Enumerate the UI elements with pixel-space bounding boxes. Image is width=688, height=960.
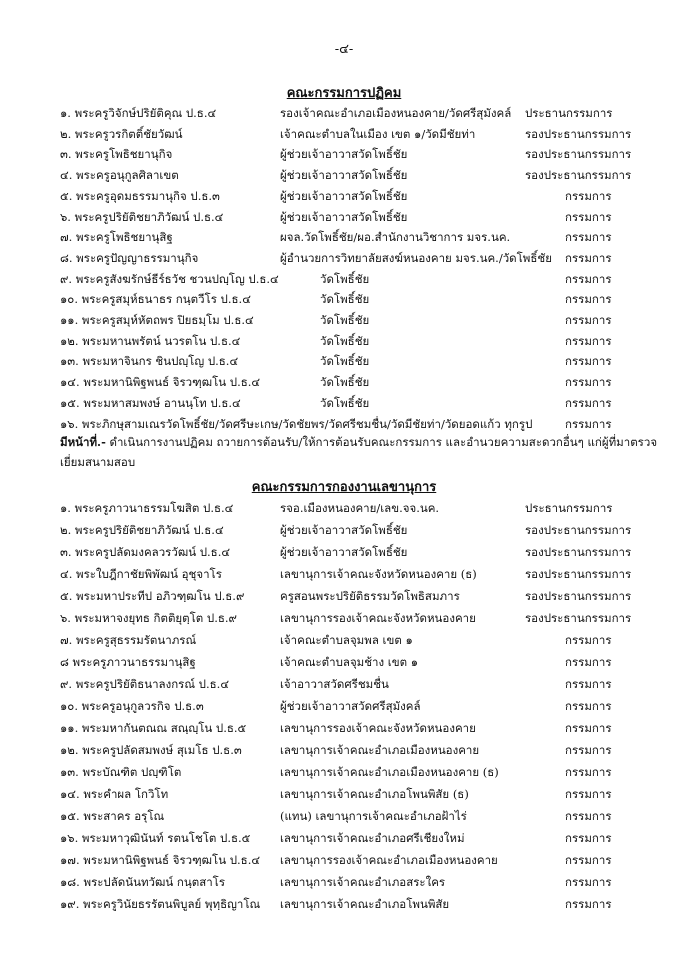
member-name: ๔. พระใบฎีกาชัยพิพัฒน์ อุชุจาโร (60, 567, 222, 581)
member-role: กรรมการ (565, 721, 612, 735)
committee-row (0, 248, 688, 268)
section-heading-secretariat: คณะกรรมการกองงานเลขานุการ (251, 480, 437, 495)
member-role: กรรมการ (565, 188, 612, 203)
committee-row (0, 269, 688, 289)
committee-row (0, 165, 688, 185)
member-position: รจอ.เมืองหนองคาย/เลข.จจ.นค. (280, 501, 440, 515)
committee-row (0, 351, 688, 371)
member-role: กรรมการ (565, 313, 612, 327)
member-role: กรรมการ (565, 250, 612, 265)
member-position: เลขานุการเจ้าคณะอำเภอศรีเชียงใหม่ (280, 831, 465, 845)
committee-row (0, 103, 688, 123)
member-position: วัดโพธิ์ชัย (320, 292, 370, 307)
member-name: ๑๓. พระมหาจินกร ชินปญฺโญ ป.ธ.๔ (60, 354, 239, 369)
member-role: กรรมการ (565, 292, 612, 307)
member-name: ๑๗. พระมหานิพิฐพนธ์ จิรวฑฺฒโน ป.ธ.๔ (60, 853, 261, 867)
member-name: ๒. พระครูวรกิตติ์ชัยวัฒน์ (60, 126, 183, 141)
member-position: วัดโพธิ์ชัย (320, 354, 370, 369)
member-name: ๑๖. พระภิกษุสามเณรวัดโพธิ์ชัย/วัดศรีษะเกษ/วัดชัยพร/วัดศรีชมชื่น/วัดมีชัยท่า/วัดยอดแก้ว ทุกรูป (60, 416, 533, 431)
committee-row (0, 696, 688, 716)
committee-row (0, 806, 688, 826)
member-role: กรรมการ (565, 271, 612, 286)
committee-row (0, 740, 688, 760)
member-role: กรรมการ (565, 809, 612, 823)
member-position: วัดโพธิ์ชัย (320, 333, 370, 348)
member-position: เลขานุการเจ้าคณะอำเภอสระใคร (280, 875, 446, 889)
member-role: รองประธานกรรมการ (525, 168, 632, 183)
committee-row (0, 331, 688, 351)
member-position: ผู้อำนวยการวิทยาลัยสงฆ์หนองคาย มจร.นค./วัดโพธิ์ชัย (280, 250, 552, 265)
member-name: ๙. พระครูสังฆรักษ์ธีร์ธวัช ชวนปญฺโญ ป.ธ.๔ (60, 271, 279, 286)
member-role: กรรมการ (565, 354, 612, 369)
member-position: (แทน) เลขานุการเจ้าคณะอำเภอฝ้าไร่ (280, 809, 467, 823)
member-position: เลขานุการรองเจ้าคณะจังหวัดหนองคาย (280, 721, 476, 735)
member-role: รองประธานกรรมการ (525, 523, 632, 537)
member-name: ๑๔. พระมหานิพิฐพนธ์ จิรวฑฺฒโน ป.ธ.๔ (60, 375, 261, 390)
member-role: กรรมการ (565, 853, 612, 867)
committee-row (0, 652, 688, 672)
member-role: กรรมการ (565, 395, 612, 410)
member-position: เลขานุการเจ้าคณะอำเภอโพนพิสัย (280, 897, 450, 911)
committee-row (0, 718, 688, 738)
member-role: กรรมการ (565, 677, 612, 691)
member-name: ๑๙. พระครูวินัยธรรัตนพิบูลย์ พุทฺธิญาโณ (60, 897, 261, 911)
committee-row (0, 586, 688, 606)
committee-row (0, 894, 688, 914)
member-position: รองเจ้าคณะอำเภอเมืองหนองคาย/วัดศรีสุมังคล์ (280, 106, 512, 120)
committee-row (0, 828, 688, 848)
committee-row (0, 542, 688, 562)
member-position: วัดโพธิ์ชัย (320, 313, 370, 327)
member-role: รองประธานกรรมการ (525, 147, 632, 162)
member-role: กรรมการ (565, 230, 612, 245)
member-position: ผู้ช่วยเจ้าอาวาสวัดโพธิ์ชัย (280, 168, 408, 183)
member-name: ๑๘. พระปลัดนันทวัฒน์ กนฺตสาโร (60, 875, 226, 889)
member-position: ผู้ช่วยเจ้าอาวาสวัดโพธิ์ชัย (280, 523, 408, 537)
member-position: เลขานุการเจ้าคณะอำเภอเมืองหนองคาย (ธ) (280, 765, 499, 779)
member-role: กรรมการ (565, 633, 612, 647)
member-name: ๑๒. พระมหานพรัตน์ นวรตโน ป.ธ.๔ (60, 333, 241, 348)
member-name: ๒. พระครูปริยัติชยาภิวัฒน์ ป.ธ.๔ (60, 523, 224, 537)
committee-row (0, 414, 688, 434)
member-role: รองประธานกรรมการ (525, 545, 632, 559)
committee-row (0, 227, 688, 247)
duty-text: ดำเนินการงานปฏิคม ถวายการต้อนรับ/ให้การต้อนรับคณะกรรมการ และอำนวยความสะดวกอื่นๆ แก่ผู้ที่มาตรวจเยี่ยมสนามสอบ (60, 435, 658, 469)
member-position: เจ้าอาวาสวัดศรีชมชื่น (280, 677, 389, 691)
member-position: วัดโพธิ์ชัย (320, 375, 370, 390)
member-position: เลขานุการเจ้าคณะจังหวัดหนองคาย (ธ) (280, 567, 477, 581)
member-position: วัดโพธิ์ชัย (320, 271, 370, 286)
member-name: ๙. พระครูปริยัติธนาลงกรณ์ ป.ธ.๔ (60, 677, 230, 691)
member-position: ครูสอนพระปริยัติธรรมวัดโพธิสมภาร (280, 589, 460, 603)
member-role: รองประธานกรรมการ (525, 567, 632, 581)
member-role: กรรมการ (565, 416, 612, 431)
member-name: ๘ พระครูภาวนาธรรมานุสิฐ (60, 655, 196, 669)
member-role: รองประธานกรรมการ (525, 611, 632, 625)
committee-row (0, 289, 688, 309)
member-name: ๑๔. พระคำผล โกวิโท (60, 787, 169, 801)
member-role: ประธานกรรมการ (525, 106, 613, 120)
member-name: ๑๕. พระมหาสมพงษ์ อานนฺโท ป.ธ.๔ (60, 395, 241, 410)
committee-row (0, 207, 688, 227)
member-position: ผู้ช่วยเจ้าอาวาสวัดโพธิ์ชัย (280, 209, 408, 224)
member-role: กรรมการ (565, 743, 612, 757)
duty-label: มีหน้าที่.- (60, 435, 106, 449)
member-name: ๖. พระมหาจงยุทธ กิตติยุตฺโต ป.ธ.๙ (60, 611, 237, 625)
member-position: เจ้าคณะตำบลจุมช้าง เขต ๑ (280, 655, 419, 669)
member-role: รองประธานกรรมการ (525, 126, 632, 141)
member-role: รองประธานกรรมการ (525, 589, 632, 603)
committee-row (0, 674, 688, 694)
member-name: ๑๑. พระครูสมุห์หัตถพร ปิยธมฺโม ป.ธ.๔ (60, 313, 254, 327)
member-name: ๔. พระครูอนุกูลศิลาเขต (60, 168, 179, 183)
member-role: กรรมการ (565, 831, 612, 845)
member-role: กรรมการ (565, 333, 612, 348)
member-name: ๑๕. พระสาคร อรุโณ (60, 809, 165, 823)
member-role: กรรมการ (565, 897, 612, 911)
member-name: ๖. พระครูปริยัติชยาภิวัฒน์ ป.ธ.๔ (60, 209, 224, 224)
member-role: กรรมการ (565, 787, 612, 801)
committee-row (0, 310, 688, 330)
member-position: ผู้ช่วยเจ้าอาวาสวัดโพธิ์ชัย (280, 545, 408, 559)
committee-row (0, 784, 688, 804)
member-name: ๑. พระครูภาวนาธรรมโฆสิต ป.ธ.๔ (60, 501, 234, 515)
committee-row (0, 608, 688, 628)
member-position: วัดโพธิ์ชัย (320, 395, 370, 410)
member-position: ผจล.วัดโพธิ์ชัย/ผอ.สำนักงานวิชาการ มจร.นค. (280, 230, 511, 245)
member-name: ๗. พระครูสุธรรมรัตนาภรณ์ (60, 633, 197, 647)
member-position: ผู้ช่วยเจ้าอาวาสวัดศรีสุมังคล์ (280, 699, 421, 713)
member-role: กรรมการ (565, 375, 612, 390)
member-name: ๕. พระมหาประทีป อภิวฑฺฒโน ป.ธ.๙ (60, 589, 245, 603)
committee-row (0, 372, 688, 392)
committee-row (0, 144, 688, 164)
member-name: ๑๖. พระมหาวุฒินันท์ รตนโชโต ป.ธ.๕ (60, 831, 251, 845)
member-name: ๑๐. พระครูสมุห์ธนาธร กนฺตวีโร ป.ธ.๔ (60, 292, 251, 307)
member-role: ประธานกรรมการ (525, 501, 613, 515)
member-position: เจ้าคณะตำบลจุมพล เขต ๑ (280, 633, 413, 647)
reception-duty-paragraph (60, 432, 670, 472)
committee-row (0, 762, 688, 782)
member-position: เจ้าคณะตำบลในเมือง เขต ๑/วัดมีชัยท่า (280, 126, 476, 141)
member-name: ๑๐. พระครูอนุกูลวรกิจ ป.ธ.๓ (60, 699, 204, 713)
committee-row (0, 630, 688, 650)
member-position: เลขานุการรองเจ้าคณะอำเภอเมืองหนองคาย (280, 853, 498, 867)
member-role: กรรมการ (565, 765, 612, 779)
page-number: -๔- (334, 42, 354, 57)
committee-row (0, 520, 688, 540)
member-name: ๓. พระครูโพธิชยานุกิจ (60, 147, 173, 162)
member-name: ๘. พระครูปัญญาธรรมานุกิจ (60, 250, 199, 265)
committee-row (0, 564, 688, 584)
section-heading-reception: คณะกรรมการปฏิคม (286, 86, 402, 101)
committee-row (0, 393, 688, 413)
member-name: ๑. พระครูวิจักษ์ปริยัติคุณ ป.ธ.๔ (60, 106, 217, 120)
committee-row (0, 186, 688, 206)
member-name: ๑๒. พระครูปลัดสมพงษ์ สุเมโธ ป.ธ.๓ (60, 743, 242, 757)
committee-row (0, 872, 688, 892)
member-role: กรรมการ (565, 655, 612, 669)
member-position: ผู้ช่วยเจ้าอาวาสวัดโพธิ์ชัย (280, 188, 408, 203)
member-position: ผู้ช่วยเจ้าอาวาสวัดโพธิ์ชัย (280, 147, 408, 162)
member-name: ๓. พระครูปลัดมงคลวรวัฒน์ ป.ธ.๔ (60, 545, 231, 559)
committee-row (0, 124, 688, 144)
member-role: กรรมการ (565, 699, 612, 713)
member-name: ๗. พระครูโพธิชยานุสิฐ (60, 230, 173, 245)
member-position: เลขานุการรองเจ้าคณะจังหวัดหนองคาย (280, 611, 476, 625)
member-name: ๕. พระครูอุดมธรรมานุกิจ ป.ธ.๓ (60, 188, 220, 203)
member-position: เลขานุการเจ้าคณะอำเภอโพนพิสัย (ธ) (280, 787, 469, 801)
member-role: กรรมการ (565, 209, 612, 224)
member-position: เลขานุการเจ้าคณะอำเภอเมืองหนองคาย (280, 743, 480, 757)
member-name: ๑๓. พระบัณฑิต ปญฺฑิโต (60, 765, 182, 779)
member-role: กรรมการ (565, 875, 612, 889)
committee-row (0, 850, 688, 870)
member-name: ๑๑. พระมหากันตณณ สณฺญฺโน ป.ธ.๕ (60, 721, 247, 735)
committee-row (0, 498, 688, 518)
